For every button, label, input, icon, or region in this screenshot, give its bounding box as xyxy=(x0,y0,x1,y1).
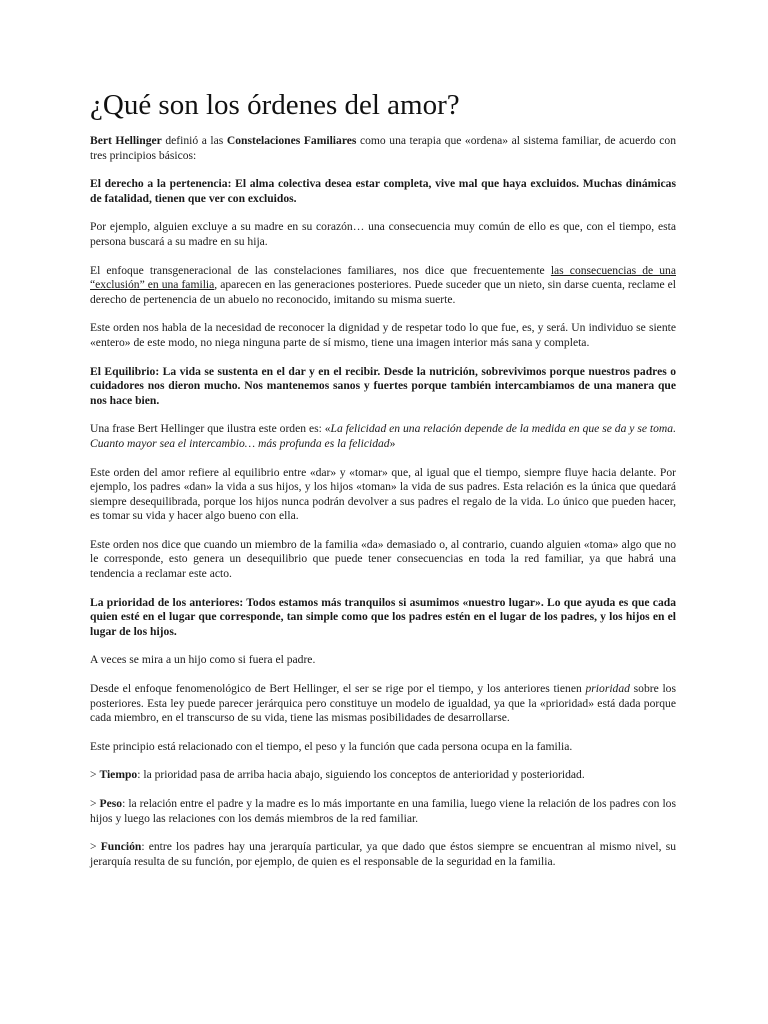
paragraph-principio: Este principio está relacionado con el tiempo, el peso y la función que cada persona ocupa en la familia. xyxy=(90,739,573,753)
heading-equilibrio-text: El Equilibrio: La vida se sustenta en el dar y en el recibir. Desde la nutrición, sobrevivimos porque nuestros padres o cuidadores nos dieron mucho. Nos mantenemos sanos y fuertes porque también intercambiamos de una manera que nos hace bien. xyxy=(90,364,676,407)
frase-text-2: » xyxy=(389,436,396,450)
heading-equilibrio xyxy=(90,365,676,409)
paragraph-fenomenologico xyxy=(90,682,676,726)
bullet-marker: > xyxy=(90,797,100,810)
intro-text-2: como una terapia que «ordena» al sistema familiar, de acuerdo con tres principios básicos: xyxy=(90,134,676,162)
list-item-peso xyxy=(90,797,676,826)
item-label-peso: Peso xyxy=(99,797,123,810)
item-label-funcion: Función xyxy=(100,840,142,854)
paragraph-frase xyxy=(90,422,676,451)
paragraph-desequilibrio: Este orden nos dice que cuando un miembro de la familia «da» demasiado o, al contrario, cuando alguien «toma» algo que no le corresponde, esto genera un desequilibrio que puede tener consecuencias en toda la red familiar, ya que habrá una tendencia a reclamar este acto. xyxy=(90,537,676,581)
hellinger-quote: La felicidad en una relación depende de la medida en que se da y se toma. Cuanto mayor sea el intercambio… más profunda es la felicidad xyxy=(90,422,676,450)
item-text-peso: : la relación entre el padre y la madre es lo más importante en una familia, luego viene la relación de los padres con los hijos y luego las relaciones con los demás miembros de la red familiar. xyxy=(90,797,676,825)
heading-pertenencia xyxy=(90,177,676,206)
paragraph-pertenencia-example: Por ejemplo, alguien excluye a su madre en su corazón… una consecuencia muy común de ello es que, con el tiempo, esta persona buscará a su madre en su hija. xyxy=(90,220,676,248)
item-text-tiempo: : la prioridad pasa de arriba hacia abajo, siguiendo los conceptos de anterioridad y posterioridad. xyxy=(137,768,585,782)
list-item-funcion xyxy=(90,840,676,869)
paragraph-transgeneracional xyxy=(90,264,676,308)
item-label-tiempo: Tiempo xyxy=(99,768,138,782)
fenomenologico-text-1: Desde el enfoque fenomenológico de Bert Hellinger, el ser se rige por el tiempo, y los anteriores tienen xyxy=(90,682,586,696)
prioridad-term: prioridad xyxy=(585,682,630,696)
paragraph-dar-tomar: Este orden del amor refiere al equilibrio entre «dar» y «tomar» que, al igual que el tiempo, siempre fluye hacia delante. Por ejemplo, los padres «dan» la vida a sus hijos, y los hijos «toman» la vida de sus padres. Esta relación es la única que quedará siempre desequilibrada, porque los hijos nunca podrán devolver a sus padres el regalo de la vida. Lo único que pueden hacer, es tomar su vida y hacer algo bueno con ella. xyxy=(90,465,676,523)
item-text-funcion: : entre los padres hay una jerarquía particular, ya que dado que éstos siempre se encuentran al mismo nivel, su jerarquía resulta de su función, por ejemplo, de quien es el responsable de la seguridad en la familia. xyxy=(90,840,677,868)
document-page xyxy=(90,88,676,883)
page-title: ¿Qué son los órdenes del amor? xyxy=(90,89,460,121)
bullet-marker: > xyxy=(90,768,100,782)
paragraph-hijo-padre: A veces se mira a un hijo como si fuera el padre. xyxy=(90,653,316,667)
exclusion-link[interactable]: las consecuencias de una “exclusión” en una familia xyxy=(90,263,676,292)
author-name: Bert Hellinger xyxy=(90,134,162,147)
transgeneracional-text-2: , aparecen en las generaciones posteriores. Puede suceder que un nieto, sin darse cuenta, reclame el derecho de pertenencia de un abuelo no reconocido, imitando su misma suerte. xyxy=(90,278,676,306)
intro-text-1: definió a las xyxy=(161,134,227,147)
heading-pertenencia-text: El derecho a la pertenencia: El alma colectiva desea estar completa, vive mal que haya excluidos. Muchas dinámicas de fatalidad, tienen que ver con excluidos. xyxy=(90,177,676,205)
transgeneracional-text-1: El enfoque transgeneracional de las constelaciones familiares, nos dice que frecuentemente xyxy=(90,263,551,277)
fenomenologico-text-2: sobre los posteriores. Esta ley puede parecer jerárquica pero constituye un modelo de igualdad, ya que la «prioridad» está dada porque cada miembro, en el transcurso de su vida, tiene las mismas posibilidades de desarrollarse. xyxy=(90,682,676,725)
list-item-tiempo xyxy=(90,768,676,783)
frase-text-1: Una frase Bert Hellinger que ilustra este orden es: « xyxy=(90,422,331,436)
heading-prioridad xyxy=(90,596,676,640)
bullet-marker: > xyxy=(90,840,101,854)
paragraph-dignidad: Este orden nos habla de la necesidad de reconocer la dignidad y de respetar todo lo que fue, es, y será. Un individuo se siente «entero» de este modo, no niega ninguna parte de sí mismo, tiene una imagen interior más sana y completa. xyxy=(90,321,676,349)
heading-prioridad-text: La prioridad de los anteriores: Todos estamos más tranquilos si asumimos «nuestro lugar». Lo que ayuda es que cada quien esté en el lugar que corresponde, tan simple como que los padres estén en el lugar de los padres, y los hijos en el lugar de los hijos. xyxy=(90,595,676,638)
term-constelaciones: Constelaciones Familiares xyxy=(226,134,357,147)
intro-paragraph xyxy=(90,134,676,163)
